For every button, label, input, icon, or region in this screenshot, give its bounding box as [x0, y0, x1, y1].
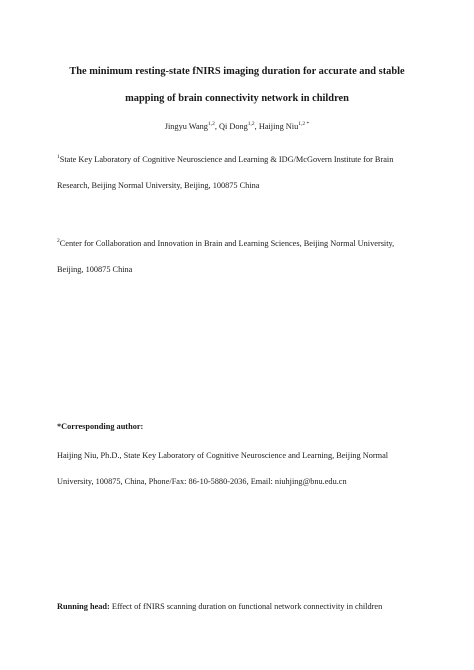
affiliation-2-line-2: Beijing, 100875 China: [57, 265, 133, 274]
corresponding-author-line-1: Haijing Niu, Ph.D., State Key Laboratory of Cognitive Neuroscience and Learning, Beijing Normal: [57, 451, 389, 460]
paper-title-line-2: mapping of brain connectivity network in children: [125, 93, 349, 104]
author-list: [0, 122, 474, 131]
paper-title-line-1: The minimum resting-state fNIRS imaging duration for accurate and stable: [69, 66, 405, 77]
affiliation-mark: 2: [57, 238, 60, 245]
author-affiliation-mark: 1,2 *: [298, 121, 310, 128]
running-head: [57, 602, 382, 611]
running-head-label: Running head:: [57, 602, 110, 611]
author-name: Haijing Niu: [258, 122, 299, 131]
running-head-text: Effect of fNIRS scanning duration on functional network connectivity in children: [109, 602, 383, 611]
affiliation-mark: 1: [57, 154, 60, 161]
author-name: Jingyu Wang: [164, 122, 208, 131]
affiliation-2-line-1: [57, 239, 394, 248]
affiliation-1-line-2: Research, Beijing Normal University, Beijing, 100875 China: [57, 181, 260, 190]
corresponding-author-heading: *Corresponding author:: [57, 422, 144, 431]
author-separator: ,: [214, 122, 219, 131]
affiliation-text: Center for Collaboration and Innovation in Brain and Learning Sciences, Beijing Normal University,: [59, 239, 395, 248]
author-name: Qi Dong: [218, 122, 248, 131]
author-affiliation-mark: 1,2: [247, 121, 255, 128]
affiliation-text: State Key Laboratory of Cognitive Neuroscience and Learning & IDG/McGovern Institute for Brain: [59, 155, 394, 164]
affiliation-1-line-1: [57, 155, 393, 164]
corresponding-author-line-2: University, 100875, China, Phone/Fax: 86-10-5880-2036, Email: niuhjing@bnu.edu.cn: [57, 477, 347, 486]
author-separator: ,: [254, 122, 259, 131]
author-affiliation-mark: 1,2: [207, 121, 215, 128]
